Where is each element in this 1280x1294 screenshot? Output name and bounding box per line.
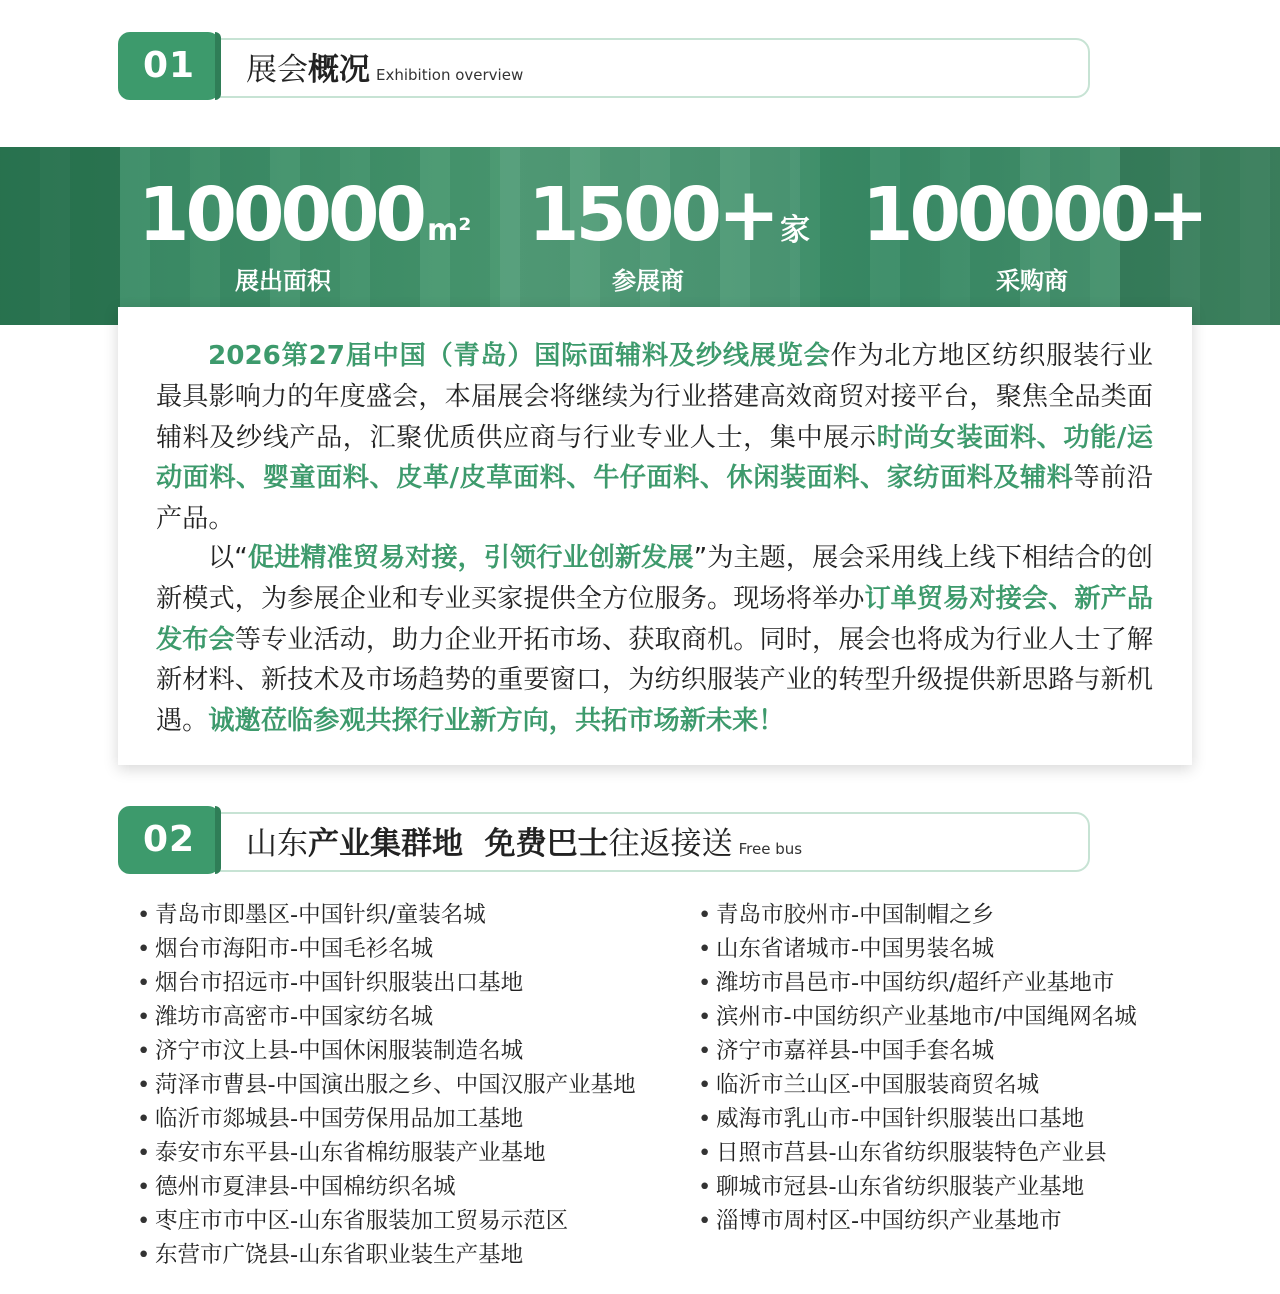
list-item: • 临沂市兰山区-中国服装商贸名城 <box>698 1068 1137 1102</box>
locations-list-left <box>137 898 636 1272</box>
list-item: • 济宁市汶上县-中国休闲服装制造名城 <box>137 1034 636 1068</box>
list-item: • 青岛市胶州市-中国制帽之乡 <box>698 898 1137 932</box>
banner-photo-overlay <box>0 147 120 325</box>
list-item: • 滨州市-中国纺织产业基地市/中国绳网名城 <box>698 1000 1137 1034</box>
theme-highlight: 促进精准贸易对接，引领行业创新发展 <box>247 543 694 573</box>
stat-exhibitors <box>528 172 810 295</box>
stat-label: 参展商 <box>612 267 684 295</box>
exhibition-name: 2026第27届中国（青岛）国际面辅料及纱线展览会 <box>208 341 831 371</box>
intro-text: 以“ <box>208 543 248 573</box>
section-title <box>246 44 523 89</box>
title-part-b: 概况 <box>308 52 370 88</box>
list-item: • 烟台市招远市-中国针织服装出口基地 <box>137 966 636 1000</box>
list-item: • 青岛市即墨区-中国针织/童装名城 <box>137 898 636 932</box>
list-item: • 潍坊市昌邑市-中国纺织/超纤产业基地市 <box>698 966 1137 1000</box>
stat-label: 采购商 <box>996 267 1068 295</box>
intro-text: ”为主题，展会采用线上线下相结合的创新模式，为参展企业和专业买家提供全方位服务。现场将举办 <box>156 543 1153 614</box>
section-number: 01 <box>118 32 220 100</box>
intro-text: 作为北方地区纺织服装行业最具影响力的年度盛会，本届展会将继续为行业搭建高效商贸对接平台，聚焦全品类面辅料及纱线产品，汇聚优质供应商与行业专业人士，集中展示 <box>156 341 1153 453</box>
intro-paragraph-2 <box>156 538 1153 742</box>
locations-list-right <box>698 898 1137 1238</box>
list-item: • 烟台市海阳市-中国毛衫名城 <box>137 932 636 966</box>
product-highlight: 时尚女装面料、功能/运动面料、婴童面料、皮革/皮草面料、牛仔面料、休闲装面料、家纺面料及辅料 <box>156 422 1153 494</box>
title-part-a: 山东 <box>246 826 308 862</box>
stats-banner <box>0 147 1280 325</box>
list-item: • 泰安市东平县-山东省棉纺服装产业基地 <box>137 1136 636 1170</box>
list-item: • 淄博市周村区-中国纺织产业基地市 <box>698 1204 1137 1238</box>
list-item: • 菏泽市曹县-中国演出服之乡、中国汉服产业基地 <box>137 1068 636 1102</box>
list-item: • 日照市莒县-山东省纺织服装特色产业县 <box>698 1136 1137 1170</box>
list-item: • 济宁市嘉祥县-中国手套名城 <box>698 1034 1137 1068</box>
stat-label: 展出面积 <box>235 267 331 295</box>
list-item: • 德州市夏津县-中国棉纺织名城 <box>137 1170 636 1204</box>
invitation-highlight: 诚邀莅临参观共探行业新方向，共拓市场新未来！ <box>208 706 785 737</box>
list-item: • 威海市乳山市-中国针织服装出口基地 <box>698 1102 1137 1136</box>
title-part-c: 往返接送 <box>608 826 733 862</box>
list-item: • 枣庄市市中区-山东省服装加工贸易示范区 <box>137 1204 636 1238</box>
list-item: • 潍坊市高密市-中国家纺名城 <box>137 1000 636 1034</box>
list-item: • 临沂市郯城县-中国劳保用品加工基地 <box>137 1102 636 1136</box>
stat-value: 100000 <box>138 172 423 258</box>
section-header-free-bus <box>118 806 1088 872</box>
section-title <box>246 818 802 863</box>
list-item: • 山东省诸城市-中国男装名城 <box>698 932 1137 966</box>
title-english: Exhibition overview <box>376 66 524 84</box>
intro-text: 等前沿产品。 <box>156 463 1153 535</box>
section-number: 02 <box>118 806 220 874</box>
list-item: • 聊城市冠县-山东省纺织服装产业基地 <box>698 1170 1137 1204</box>
section-header-overview <box>118 32 1088 98</box>
list-item: • 东营市广饶县-山东省职业装生产基地 <box>137 1238 636 1272</box>
stat-value: 1500+ <box>528 172 776 258</box>
activity-highlight: 订单贸易对接会、新产品发布会 <box>156 583 1154 655</box>
title-part-b: 产业集群地 免费巴士 <box>308 826 609 862</box>
title-part-a: 展会 <box>246 52 308 88</box>
title-english: Free bus <box>738 840 803 858</box>
intro-text: 等专业活动，助力企业开拓市场、获取商机。同时，展会也将成为行业人士了解新材料、新技术及市场趋势的重要窗口，为纺织服装产业的转型升级提供新思路与新机遇。 <box>156 624 1154 737</box>
stat-unit: 家 <box>779 213 810 248</box>
stat-value: 100000+ <box>862 172 1205 258</box>
stat-area <box>138 172 472 295</box>
stat-buyers <box>862 172 1205 295</box>
intro-paragraph-1 <box>156 336 1153 540</box>
intro-card <box>118 307 1192 765</box>
stat-unit: m² <box>426 213 472 248</box>
